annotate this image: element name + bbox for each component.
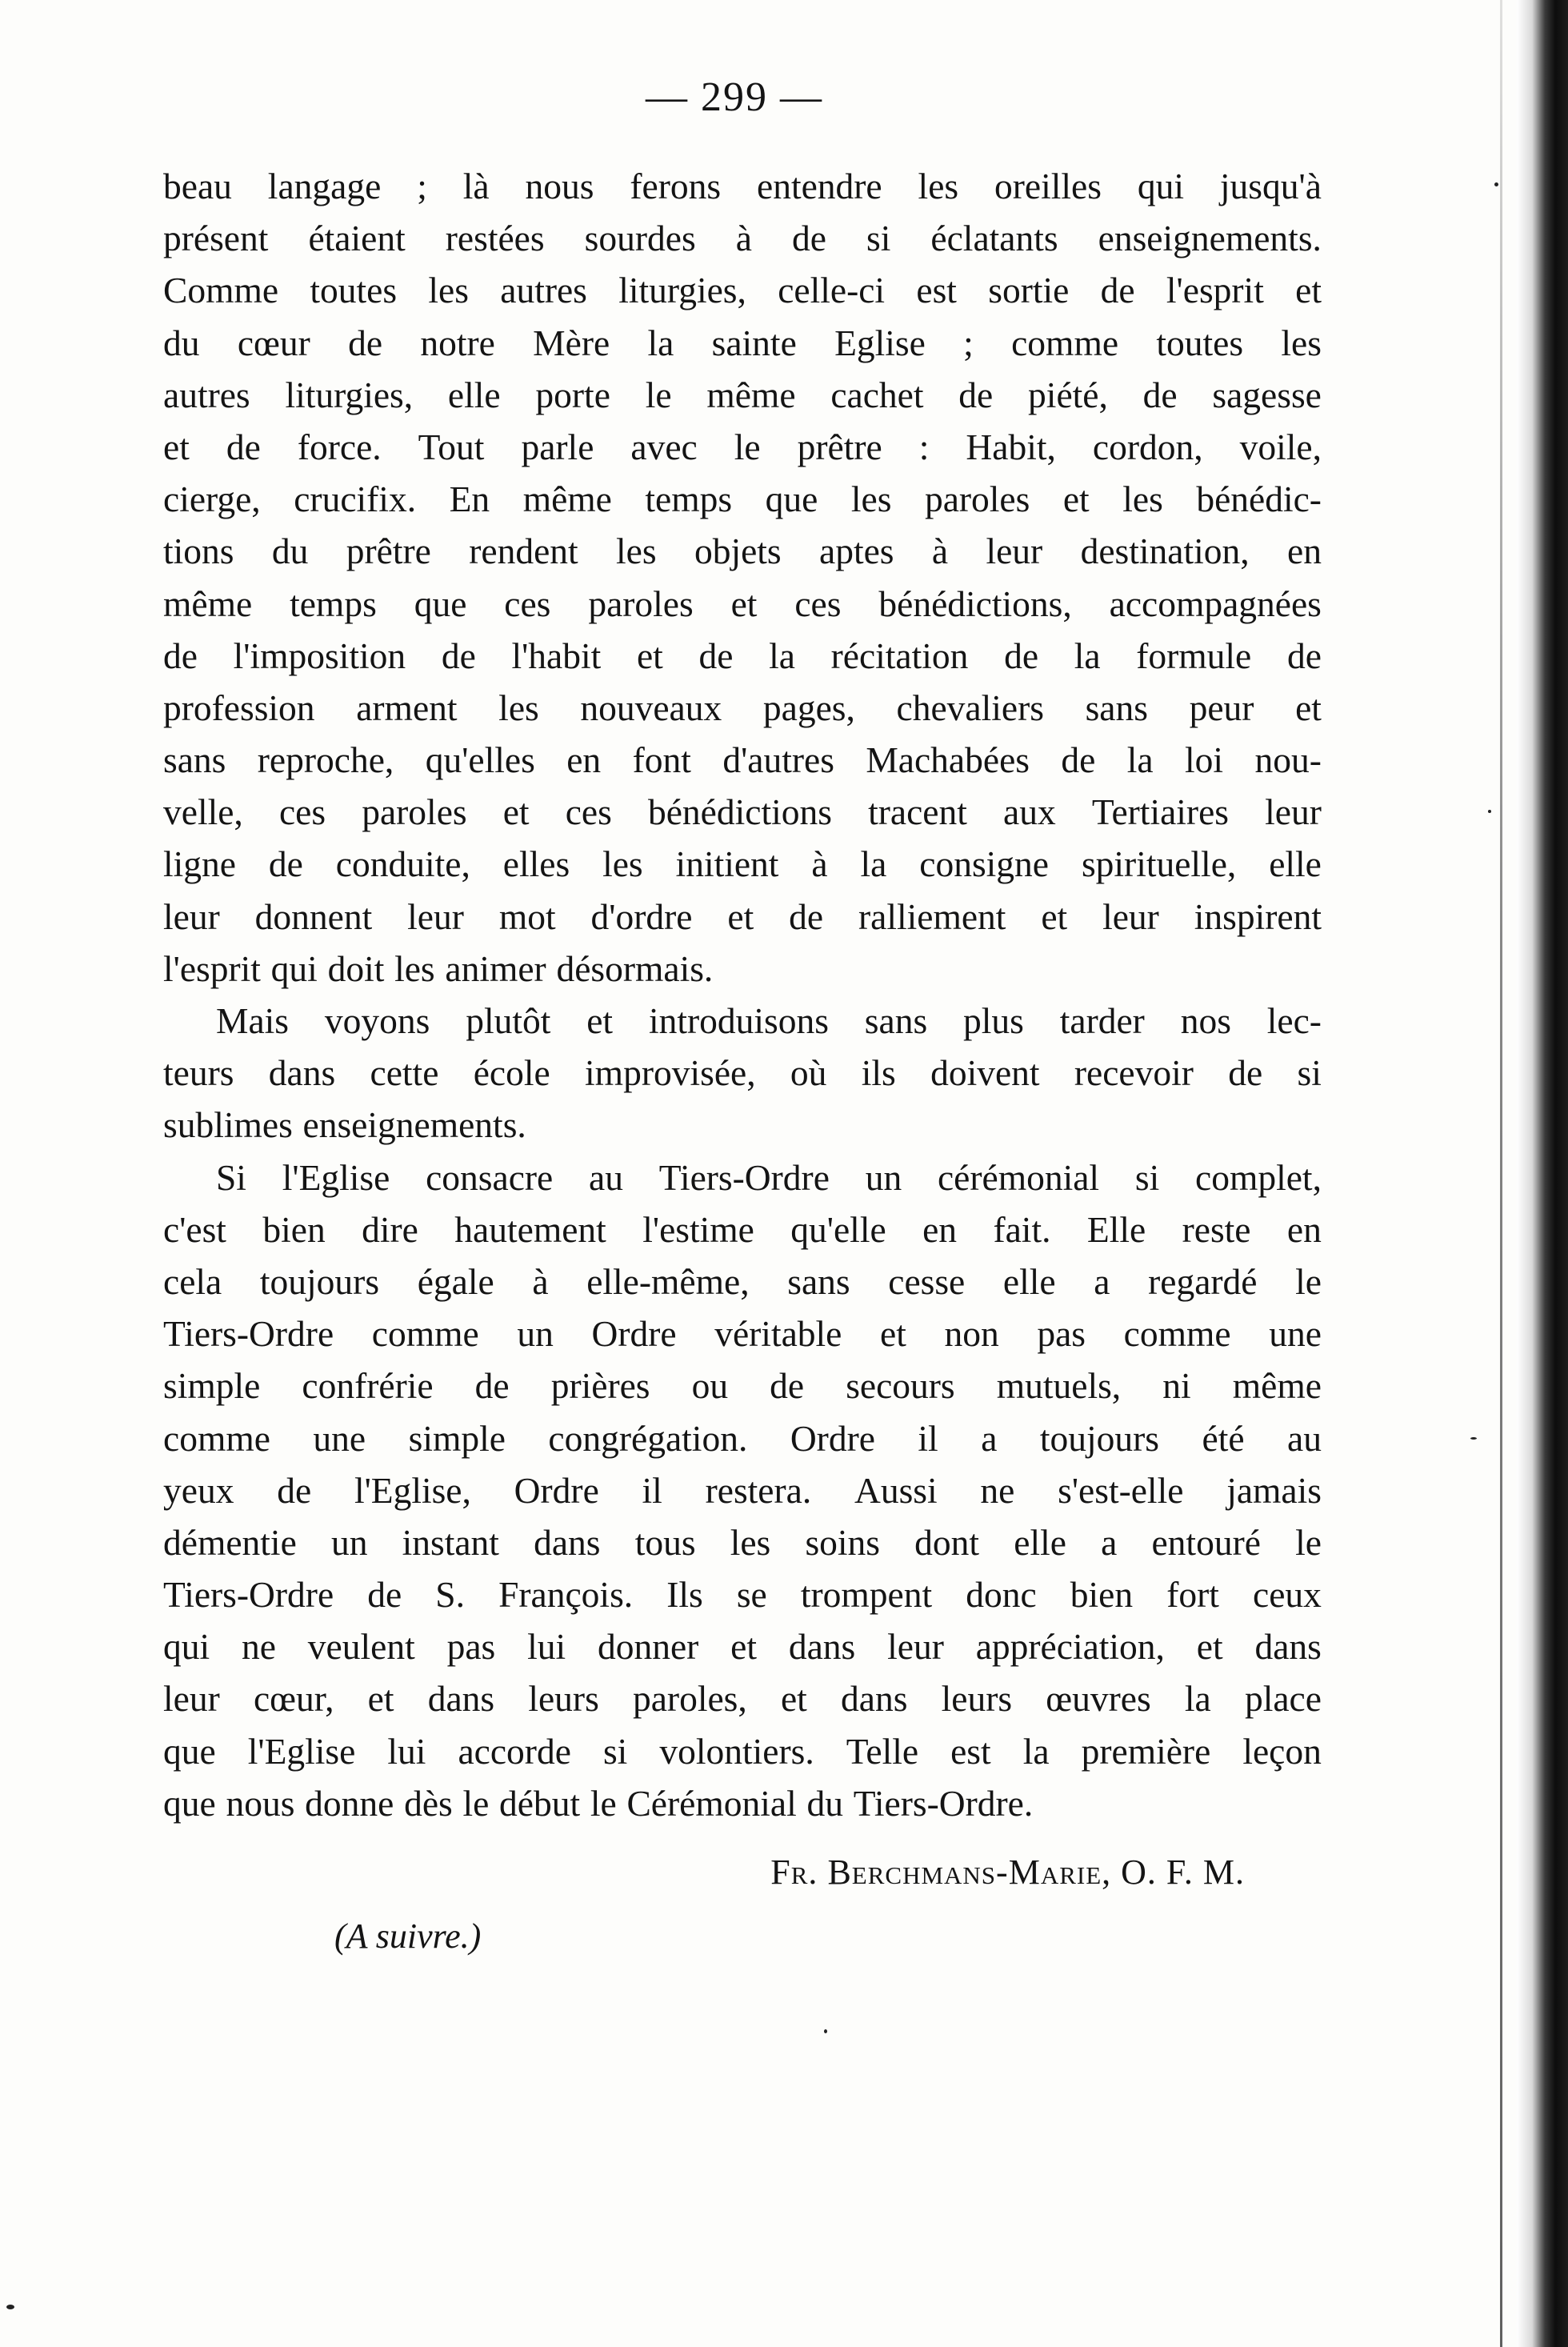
text-line: du cœur de notre Mère la sainte Eglise ; comme toutes les	[163, 322, 1322, 363]
text-line: sans reproche, qu'elles en font d'autres Machabées de la loi nou-	[163, 739, 1322, 781]
text-line: de l'imposition de l'habit et de la récitation de la formule de	[163, 635, 1322, 676]
text-line: beau langage ; là nous ferons entendre les oreilles qui jusqu'à	[163, 166, 1322, 206]
text-line: démentie un instant dans tous les soins dont elle a entouré le	[163, 1521, 1322, 1563]
scan-speck	[1494, 182, 1498, 186]
text-line: que nous donne dès le début le Cérémonial du Tiers-Ordre.	[163, 1782, 1034, 1824]
text-line: cierge, crucifix. En même temps que les paroles et les bénédic-	[163, 479, 1322, 520]
text-line: leur cœur, et dans leurs paroles, et dans leurs œuvres la place	[163, 1678, 1322, 1720]
text-line: autres liturgies, elle porte le même cachet de piété, de sagesse	[163, 374, 1322, 415]
text-line: comme une simple congrégation. Ordre il a toujours été au	[163, 1417, 1322, 1459]
text-line: que l'Eglise lui accorde si volontiers. Telle est la première leçon	[163, 1730, 1322, 1772]
page-number: — 299 —	[646, 74, 823, 120]
text-line: velle, ces paroles et ces bénédictions tracent aux Tertiaires leur	[163, 791, 1322, 833]
author-signature	[0, 1852, 1245, 1892]
text-line: Tiers-Ordre de S. François. Ils se trompent donc bien fort ceux	[163, 1574, 1322, 1616]
text-line: sublimes enseignements.	[163, 1104, 526, 1146]
text-line: leur donnent leur mot d'ordre et de ralliement et leur inspirent	[163, 895, 1322, 937]
text-line: qui ne veulent pas lui donner et dans leur appréciation, et dans	[163, 1626, 1322, 1668]
scan-speck	[6, 2305, 14, 2309]
text-line: Mais voyons plutôt et introduisons sans plus tarder nos lec-	[216, 1000, 1322, 1041]
paragraph	[163, 1151, 1322, 1829]
article-body	[163, 160, 1322, 1829]
text-line: teurs dans cette école improvisée, où ils doivent recevoir de si	[163, 1052, 1322, 1094]
text-line: c'est bien dire hautement l'estime qu'elle en fait. Elle reste en	[163, 1208, 1322, 1250]
gutter-shadow-line	[1500, 0, 1502, 2347]
signature-name: Berchmans-Marie,	[827, 1852, 1112, 1892]
scan-speck	[1488, 810, 1491, 813]
text-line: simple confrérie de prières ou de secours mutuels, ni même	[163, 1365, 1322, 1407]
text-line: profession arment les nouveaux pages, chevaliers sans peur et	[163, 687, 1322, 728]
text-line: ligne de conduite, elles les initient à la consigne spirituelle, elle	[163, 843, 1322, 885]
text-line: l'esprit qui doit les animer désormais.	[163, 947, 714, 989]
book-gutter	[1517, 0, 1568, 2347]
text-line: même temps que ces paroles et ces bénédictions, accompagnées	[163, 583, 1322, 624]
text-line: cela toujours égale à elle-même, sans cesse elle a regardé le	[163, 1260, 1322, 1302]
text-line: présent étaient restées sourdes à de si éclatants enseignements.	[163, 218, 1322, 259]
paragraph	[163, 995, 1322, 1151]
text-line: yeux de l'Eglise, Ordre il restera. Aussi ne s'est-elle jamais	[163, 1469, 1322, 1511]
paragraph	[163, 160, 1322, 995]
text-line: Comme toutes les autres liturgies, celle-ci est sortie de l'esprit et	[163, 270, 1322, 311]
text-line: tions du prêtre rendent les objets aptes à leur destination, en	[163, 531, 1322, 572]
text-line: Tiers-Ordre comme un Ordre véritable et non pas comme une	[163, 1313, 1322, 1355]
text-line: et de force. Tout parle avec le prêtre : Habit, cordon, voile,	[163, 426, 1322, 467]
signature-prefix: Fr.	[770, 1852, 818, 1892]
continuation-note: (A suivre.)	[334, 1916, 482, 1956]
signature-order: O. F. M.	[1121, 1852, 1245, 1892]
scan-speck	[824, 2029, 827, 2033]
scan-speck	[1470, 1437, 1477, 1440]
text-line: Si l'Eglise consacre au Tiers-Ordre un cérémonial si complet,	[216, 1156, 1322, 1198]
